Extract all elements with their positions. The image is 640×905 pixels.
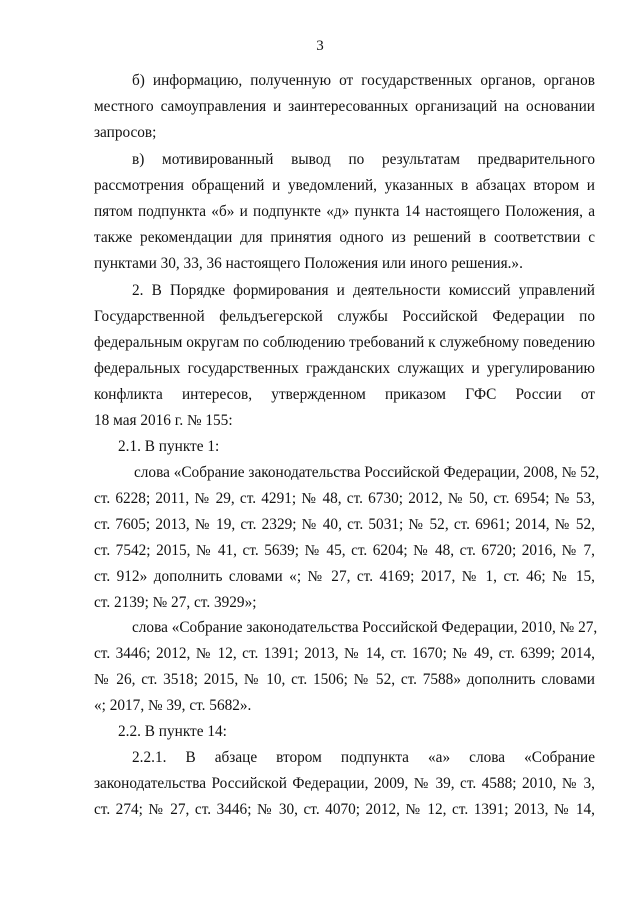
text-line: ст. 912» дополнить словами «; № 27, ст. 4169; 2017, № 1, ст. 46; № 15, [94, 568, 595, 585]
text-line: ст. 274; № 27, ст. 3446; № 30, ст. 4070; 2012, № 12, ст. 1391; 2013, № 14, [94, 801, 595, 818]
text-line: 2.1. В пункте 1: [118, 438, 220, 455]
text-line: пунктами 30, 33, 36 настоящего Положения или иного решения.». [94, 255, 523, 272]
text-line: 18 мая 2016 г. № 155: [94, 412, 233, 429]
text-line: ст. 2139; № 27, ст. 3929»; [94, 594, 257, 611]
text-line: ст. 7542; 2015, № 41, ст. 5639; № 45, ст. 6204; № 48, ст. 6720; 2016, № 7, [94, 542, 595, 559]
page-number: 3 [316, 38, 324, 54]
text-line: законодательства Российской Федерации, 2009, № 39, ст. 4588; 2010, № 3, [94, 775, 595, 792]
text-line: запросов; [94, 124, 157, 141]
text-line: слова «Собрание законодательства Российской Федерации, 2010, № 27, [132, 619, 598, 636]
text-line: федеральным округам по соблюдению требований к служебному поведению [94, 334, 595, 351]
text-line: рассмотрения обращений и уведомлений, указанных в абзацах втором и [94, 177, 595, 194]
text-line: ст. 7605; 2013, № 19, ст. 2329; № 40, ст. 5031; № 52, ст. 6961; 2014, № 52, [94, 516, 595, 533]
text-line: ст. 6228; 2011, № 29, ст. 4291; № 48, ст. 6730; 2012, № 50, ст. 6954; № 53, [94, 490, 595, 507]
text-line: конфликта интересов, утвержденном приказом ГФС России от [94, 386, 595, 403]
text-line: 2.2. В пункте 14: [118, 723, 227, 740]
text-line: б) информацию, полученную от государственных органов, органов [132, 72, 595, 89]
text-line: 2. В Порядке формирования и деятельности комиссий управлений [132, 282, 595, 299]
text-line: пятом подпункта «б» и подпункте «д» пункта 14 настоящего Положения, а [94, 203, 595, 220]
text-line: № 26, ст. 3518; 2015, № 10, ст. 1506; № 52, ст. 7588» дополнить словами [94, 671, 595, 688]
text-line: «; 2017, № 39, ст. 5682». [94, 697, 252, 714]
text-line: в) мотивированный вывод по результатам предварительного [132, 151, 595, 168]
text-line: местного самоуправления и заинтересованных организаций на основании [94, 98, 595, 115]
text-line: слова «Собрание законодательства Российской Федерации, 2008, № 52, [134, 464, 600, 481]
text-line: ст. 3446; 2012, № 12, ст. 1391; 2013, № 14, ст. 1670; № 49, ст. 6399; 2014, [94, 645, 595, 662]
text-line: федеральных государственных гражданских служащих и урегулированию [94, 360, 595, 377]
text-line: также рекомендации для принятия одного из решений в соответствии с [94, 229, 595, 246]
text-line: 2.2.1. В абзаце втором подпункта «а» слова «Собрание [132, 749, 595, 766]
text-line: Государственной фельдъегерской службы Российской Федерации по [94, 308, 595, 325]
